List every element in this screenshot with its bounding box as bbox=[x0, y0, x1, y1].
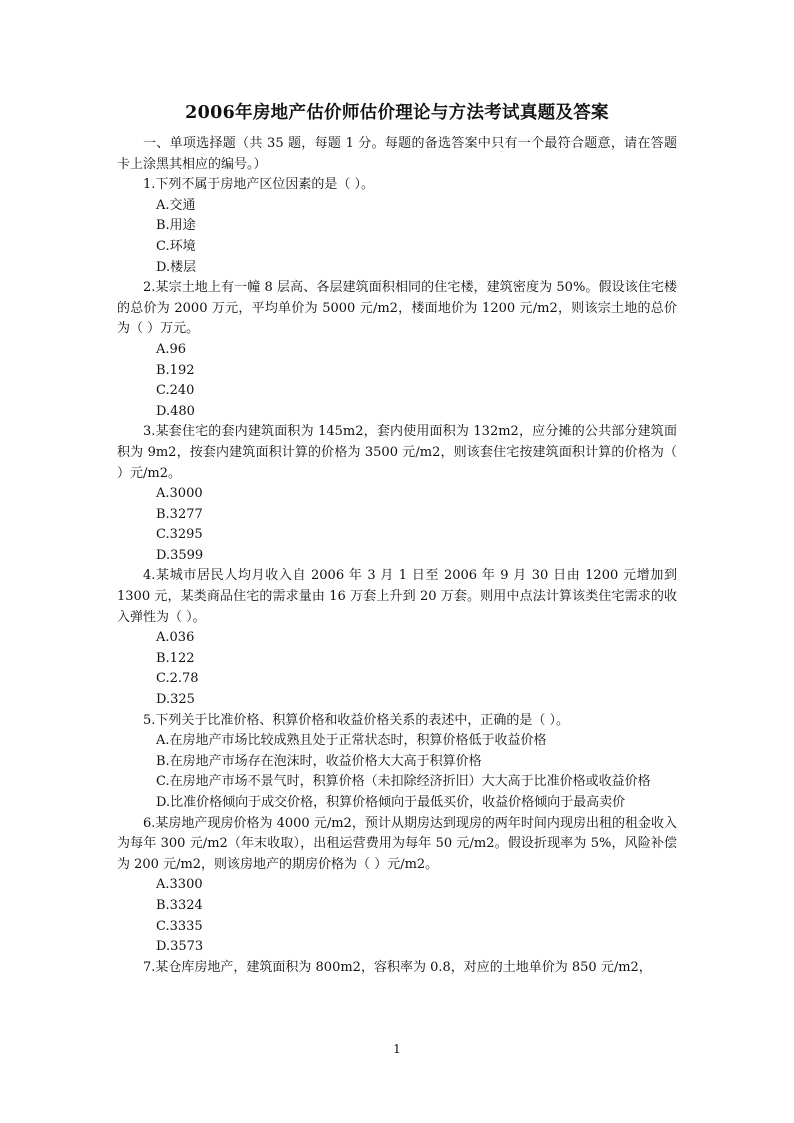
answer-option: C.3295 bbox=[156, 527, 203, 543]
question-text: 2.某宗土地上有一幢 8 层高、各层建筑面积相同的住宅楼，建筑密度为 50%。假设该住宅楼的总价为 2000 万元，平均单价为 5000 元/m2，楼面地价为 1200 元/m2，则该宗土地的总价为（ ）万元。 bbox=[117, 280, 677, 337]
answer-option: B.用途 bbox=[156, 218, 196, 234]
answer-option: C.2.78 bbox=[156, 671, 199, 687]
question-text: 5.下列关于比准价格、积算价格和收益价格关系的表述中，正确的是（ ）。 bbox=[143, 712, 570, 728]
answer-option: C.3335 bbox=[156, 918, 203, 934]
answer-option: A.交通 bbox=[156, 197, 196, 213]
answer-option: C.240 bbox=[156, 383, 195, 399]
page-number: 1 bbox=[393, 1042, 401, 1056]
question-text: 6.某房地产现房价格为 4000 元/m2，预计从期房达到现房的两年时间内现房出租的租金收入为每年 300 元/m2（年末收取），出租运营费用为每年 50 元/m2。假设折现率为 5%，风险补偿为 200 元/m2，则该房地产的期房价格为（ ）元/m2。 bbox=[117, 815, 677, 872]
question-list bbox=[117, 175, 677, 978]
answer-option: D.3599 bbox=[156, 547, 204, 563]
answer-option: D.楼层 bbox=[156, 259, 197, 275]
answer-option: C.环境 bbox=[156, 238, 196, 254]
answer-option: A.3000 bbox=[156, 486, 203, 502]
answer-option: B.122 bbox=[156, 650, 195, 666]
answer-option: A.036 bbox=[156, 630, 195, 646]
question-text: 7.某仓库房地产，建筑面积为 800m2，容积率为 0.8，对应的土地单价为 850 元/m2， bbox=[143, 959, 652, 975]
answer-option: A.96 bbox=[156, 341, 187, 357]
section-intro: 一、单项选择题（共 35 题，每题 1 分。每题的备选答案中只有一个最符合题意，请在答题卡上涂黑其相应的编号。） bbox=[117, 136, 677, 172]
answer-option: A.在房地产市场比较成熟且处于正常状态时，积算价格低于收益价格 bbox=[156, 733, 547, 749]
question-text: 1.下列不属于房地产区位因素的是（ ）。 bbox=[143, 177, 375, 193]
answer-option: D.3573 bbox=[156, 939, 204, 955]
answer-option: B.3277 bbox=[156, 506, 203, 522]
document-page bbox=[117, 100, 677, 978]
answer-option: B.在房地产市场存在泡沫时，收益价格大大高于积算价格 bbox=[156, 753, 482, 769]
answer-option: B.192 bbox=[156, 362, 195, 378]
answer-option: B.3324 bbox=[156, 897, 203, 913]
answer-option: D.480 bbox=[156, 403, 195, 419]
document-title: 2006年房地产估价师估价理论与方法考试真题及答案 bbox=[185, 103, 609, 123]
answer-option: D.325 bbox=[156, 692, 195, 708]
answer-option: A.3300 bbox=[156, 877, 203, 893]
question-text: 3.某套住宅的套内建筑面积为 145m2，套内使用面积为 132m2，应分摊的公共部分建筑面积为 9m2，按套内建筑面积计算的价格为 3500 元/m2，则该套住宅按建筑面积计算的价格为（ ）元/m2。 bbox=[117, 424, 677, 481]
question-text: 4.某城市居民人均月收入自 2006 年 3 月 1 日至 2006 年 9 月 30 日由 1200 元增加到 1300 元，某类商品住宅的需求量由 16 万套上升到 20 万套。则用中点法计算该类住宅需求的收入弹性为（ ）。 bbox=[117, 568, 677, 625]
answer-option: C.在房地产市场不景气时，积算价格（未扣除经济折旧）大大高于比准价格或收益价格 bbox=[156, 774, 651, 790]
answer-option: D.比准价格倾向于成交价格，积算价格倾向于最低买价，收益价格倾向于最高卖价 bbox=[156, 795, 626, 810]
